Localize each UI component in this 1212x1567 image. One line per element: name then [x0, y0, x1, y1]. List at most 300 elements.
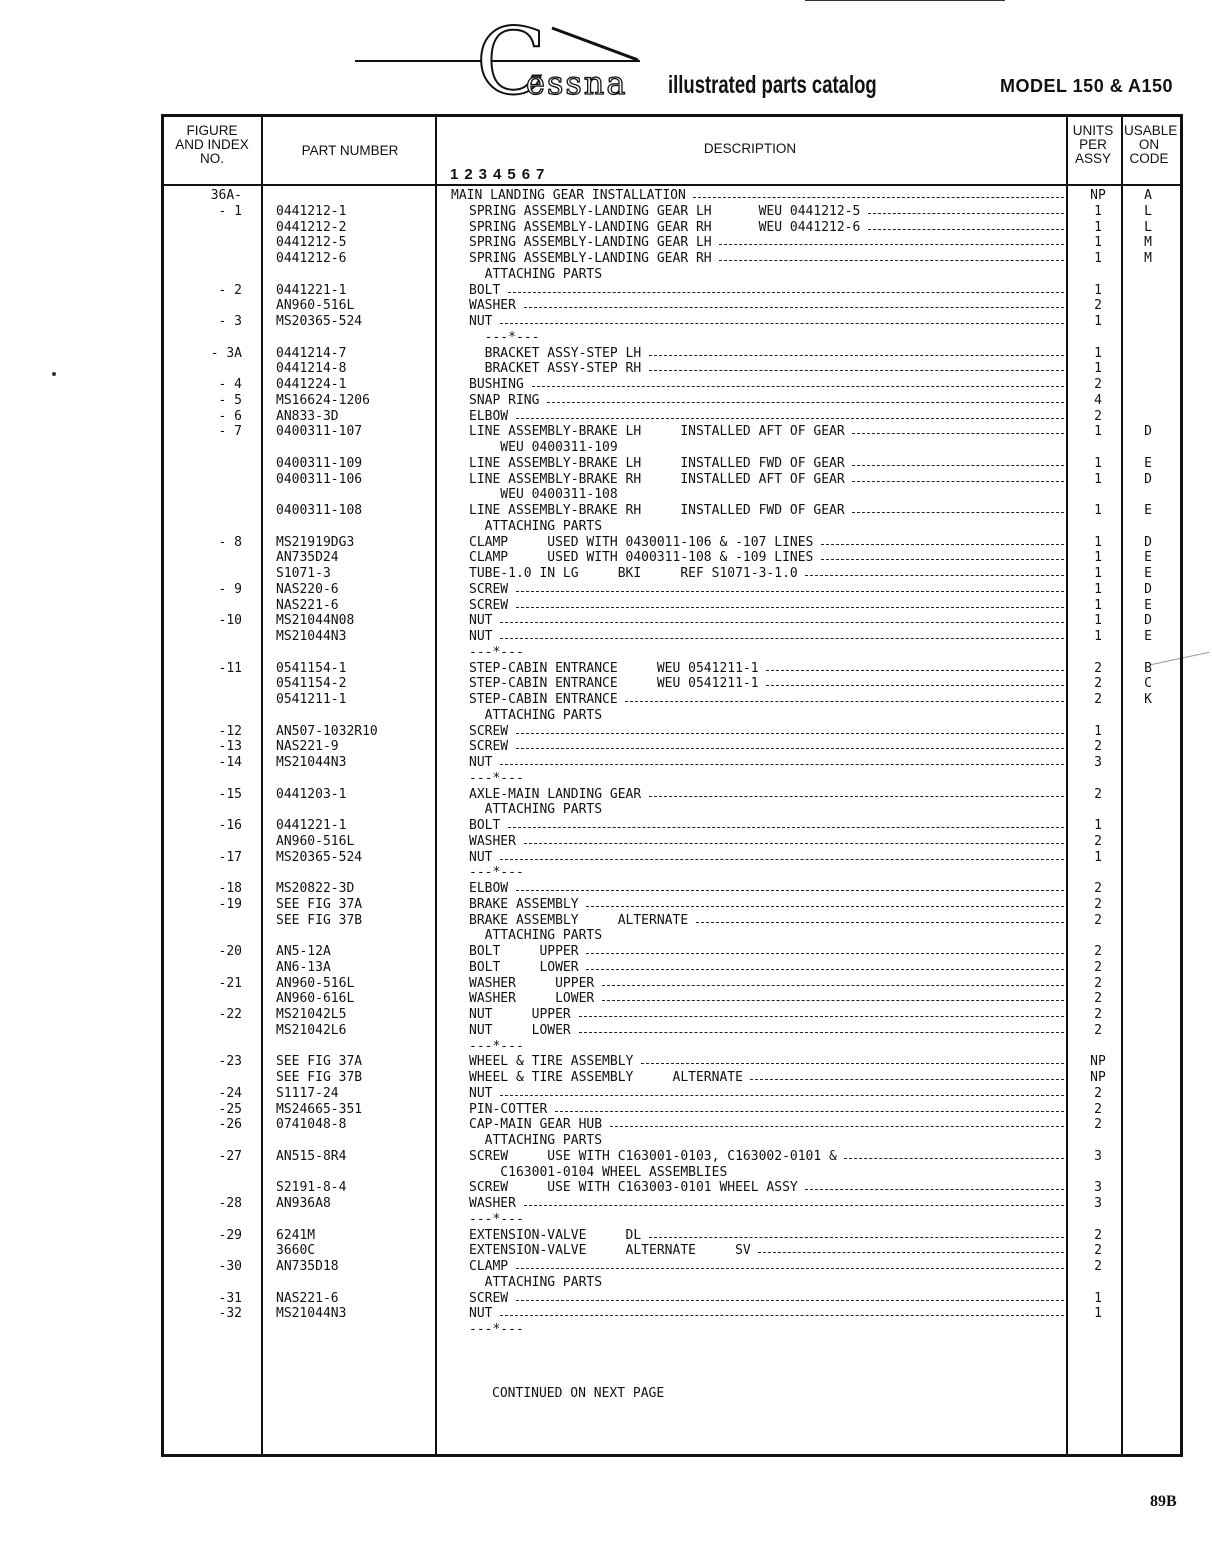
part-number: S1117-24	[276, 1086, 339, 1101]
part-number: AN5-12A	[276, 944, 331, 959]
leader-line	[516, 591, 1064, 593]
part-number: 3660C	[276, 1243, 316, 1258]
table-row	[0, 487, 1212, 503]
figure-index: -10	[218, 613, 242, 628]
description: SNAP RING	[469, 393, 540, 408]
description: WHEEL & TIRE ASSEMBLY	[469, 1054, 634, 1069]
table-row	[0, 976, 1212, 992]
part-number: SEE FIG 37B	[276, 1070, 363, 1085]
units-per-assy: 1	[1094, 535, 1102, 550]
table-row	[0, 424, 1212, 440]
units-per-assy: 1	[1094, 629, 1102, 644]
description: WASHER	[469, 834, 516, 849]
leader-line	[649, 1237, 1064, 1239]
figure-index: - 8	[218, 535, 242, 550]
figure-index: - 3	[218, 314, 242, 329]
units-per-assy: 2	[1094, 881, 1102, 896]
header-part-number: PART NUMBER	[301, 143, 399, 158]
description: WEU 0400311-109	[469, 440, 618, 455]
units-per-assy: 1	[1094, 613, 1102, 628]
part-number: MS21042L6	[276, 1023, 347, 1038]
description: BOLT LOWER	[469, 960, 579, 975]
figure-index: -30	[218, 1259, 242, 1274]
usable-on-code: D	[1144, 582, 1152, 597]
part-number: 0441221-1	[276, 818, 347, 833]
table-row	[0, 1212, 1212, 1228]
table-row	[0, 1149, 1212, 1165]
figure-index: -13	[218, 739, 242, 754]
description: SCREW	[469, 739, 509, 754]
description: ATTACHING PARTS	[469, 708, 603, 723]
figure-index: -24	[218, 1086, 242, 1101]
figure-index: -20	[218, 944, 242, 959]
description: CAP-MAIN GEAR HUB	[469, 1117, 603, 1132]
units-per-assy: 1	[1094, 314, 1102, 329]
part-number: 0400311-108	[276, 503, 363, 518]
part-number: AN515-8R4	[276, 1149, 347, 1164]
table-row	[0, 834, 1212, 850]
units-per-assy: 1	[1094, 850, 1102, 865]
table-row	[0, 1165, 1212, 1181]
description: ATTACHING PARTS	[469, 1133, 603, 1148]
table-row	[0, 629, 1212, 645]
continued-text: CONTINUED ON NEXT PAGE	[492, 1386, 665, 1401]
table-row	[0, 267, 1212, 283]
table-row	[0, 724, 1212, 740]
usable-on-code: D	[1144, 424, 1152, 439]
table-row	[0, 377, 1212, 393]
table-row	[0, 535, 1212, 551]
leader-line	[547, 402, 1064, 404]
leader-line	[852, 465, 1064, 467]
leader-line	[586, 906, 1064, 908]
part-number: 0441212-5	[276, 235, 347, 250]
units-per-assy: 1	[1094, 598, 1102, 613]
leader-line	[586, 969, 1064, 971]
figure-index: -26	[218, 1117, 242, 1132]
model-label: MODEL 150 & A150	[1000, 76, 1174, 96]
table-row	[0, 991, 1212, 1007]
leader-line	[579, 1016, 1064, 1018]
table-row	[0, 1023, 1212, 1039]
table-row	[0, 1228, 1212, 1244]
units-per-assy: 1	[1094, 456, 1102, 471]
table-row	[0, 676, 1212, 692]
leader-line	[610, 1126, 1064, 1128]
table-row	[0, 1039, 1212, 1055]
units-per-assy: 2	[1094, 834, 1102, 849]
units-per-assy: 1	[1094, 204, 1102, 219]
description: BOLT	[469, 283, 501, 298]
description: SCREW USE WITH C163003-0101 WHEEL ASSY	[469, 1180, 798, 1195]
leader-line	[500, 323, 1064, 325]
part-number: S1071-3	[276, 566, 331, 581]
part-number: 0741048-8	[276, 1117, 347, 1132]
table-row	[0, 661, 1212, 677]
leader-line	[500, 638, 1064, 640]
part-number: 0541211-1	[276, 692, 347, 707]
logo-wordmark: essna	[526, 64, 628, 102]
usable-on-code: L	[1144, 204, 1152, 219]
part-number: AN936A8	[276, 1196, 331, 1211]
units-per-assy: 1	[1094, 582, 1102, 597]
units-per-assy: 2	[1094, 1086, 1102, 1101]
description: SCREW	[469, 724, 509, 739]
description: WASHER	[469, 298, 516, 313]
figure-index: 36A-	[210, 188, 242, 203]
description: WASHER UPPER	[469, 976, 595, 991]
leader-line	[516, 733, 1064, 735]
description: PIN-COTTER	[469, 1102, 548, 1117]
description: EXTENSION-VALVE ALTERNATE SV	[469, 1243, 751, 1258]
part-number: 0441224-1	[276, 377, 347, 392]
leader-line	[641, 1063, 1064, 1065]
units-per-assy: 2	[1094, 1102, 1102, 1117]
table-row	[0, 582, 1212, 598]
part-number: MS21042L5	[276, 1007, 347, 1022]
part-number: 0441212-2	[276, 220, 347, 235]
description: BRACKET ASSY-STEP RH	[469, 361, 642, 376]
leader-line	[649, 796, 1064, 798]
part-number: SEE FIG 37A	[276, 897, 363, 912]
header-description: DESCRIPTION	[703, 141, 797, 156]
table-row	[0, 1196, 1212, 1212]
figure-index: - 9	[218, 582, 242, 597]
part-number: MS21044N3	[276, 629, 347, 644]
units-per-assy: 3	[1094, 1149, 1102, 1164]
header-usable: USABLE ON CODE	[1124, 123, 1178, 166]
description: NUT	[469, 314, 493, 329]
part-number: NAS221-6	[276, 598, 339, 613]
units-per-assy: 2	[1094, 913, 1102, 928]
units-per-assy: NP	[1090, 188, 1106, 203]
table-row	[0, 1322, 1212, 1338]
leader-line	[516, 748, 1064, 750]
leader-line	[852, 433, 1064, 435]
table-row	[0, 739, 1212, 755]
table-row	[0, 1054, 1212, 1070]
description: WHEEL & TIRE ASSEMBLY ALTERNATE	[469, 1070, 743, 1085]
figure-index: -14	[218, 755, 242, 770]
usable-on-code: M	[1144, 235, 1152, 250]
description: ATTACHING PARTS	[469, 802, 603, 817]
part-number: NAS221-9	[276, 739, 339, 754]
leader-line	[555, 1111, 1064, 1113]
leader-line	[649, 355, 1064, 357]
part-number: MS24665-351	[276, 1102, 363, 1117]
part-number: MS21044N3	[276, 1306, 347, 1321]
part-number: MS20822-3D	[276, 881, 355, 896]
part-number: MS16624-1206	[276, 393, 370, 408]
header-indent-digits: 1234567	[450, 166, 551, 183]
leader-line	[719, 260, 1064, 262]
leader-line	[805, 575, 1064, 577]
table-row	[0, 1070, 1212, 1086]
part-number: 0441203-1	[276, 787, 347, 802]
table-row	[0, 598, 1212, 614]
table-row	[0, 330, 1212, 346]
leader-line	[602, 985, 1064, 987]
table-row	[0, 393, 1212, 409]
description: SCREW	[469, 582, 509, 597]
part-number: 0441212-1	[276, 204, 347, 219]
units-per-assy: NP	[1090, 1054, 1106, 1069]
continued-note	[0, 1386, 1212, 1402]
description: ---*---	[469, 1039, 524, 1054]
units-per-assy: 1	[1094, 503, 1102, 518]
leader-line	[852, 512, 1064, 514]
leader-line	[524, 307, 1064, 309]
units-per-assy: 2	[1094, 1228, 1102, 1243]
table-row	[0, 897, 1212, 913]
description: SPRING ASSEMBLY-LANDING GEAR RH WEU 0441212-6	[469, 220, 861, 235]
part-number: 0541154-1	[276, 661, 347, 676]
part-number: AN960-516L	[276, 976, 355, 991]
part-number: AN960-616L	[276, 991, 355, 1006]
leader-line	[500, 764, 1064, 766]
leader-line	[719, 244, 1064, 246]
leader-line	[524, 843, 1064, 845]
description: WASHER LOWER	[469, 991, 595, 1006]
part-number: AN735D24	[276, 550, 339, 565]
description: CLAMP USED WITH 0400311-108 & -109 LINES	[469, 550, 814, 565]
leader-line	[516, 1268, 1064, 1270]
units-per-assy: 2	[1094, 976, 1102, 991]
figure-index: -22	[218, 1007, 242, 1022]
leader-line	[868, 229, 1065, 231]
description: LINE ASSEMBLY-BRAKE RH INSTALLED AFT OF GEAR	[469, 472, 845, 487]
description: ATTACHING PARTS	[469, 1275, 603, 1290]
leader-line	[524, 1205, 1064, 1207]
table-row	[0, 960, 1212, 976]
description: NUT	[469, 755, 493, 770]
description: ATTACHING PARTS	[469, 519, 603, 534]
units-per-assy: 1	[1094, 361, 1102, 376]
part-number: NAS220-6	[276, 582, 339, 597]
part-number: 6241M	[276, 1228, 316, 1243]
figure-index: -11	[218, 661, 242, 676]
leader-line	[516, 890, 1064, 892]
table-row	[0, 1086, 1212, 1102]
units-per-assy: 1	[1094, 424, 1102, 439]
leader-line	[508, 292, 1064, 294]
description: ATTACHING PARTS	[469, 267, 603, 282]
table-row	[0, 613, 1212, 629]
table-row	[0, 220, 1212, 236]
description: ---*---	[469, 865, 524, 880]
units-per-assy: 2	[1094, 787, 1102, 802]
figure-index: - 2	[218, 283, 242, 298]
units-per-assy: 2	[1094, 739, 1102, 754]
usable-on-code: A	[1144, 188, 1152, 203]
figure-index: -18	[218, 881, 242, 896]
figure-index: -31	[218, 1291, 242, 1306]
leader-line	[500, 1095, 1064, 1097]
part-number: MS21919DG3	[276, 535, 355, 550]
units-per-assy: 2	[1094, 991, 1102, 1006]
description: SPRING ASSEMBLY-LANDING GEAR RH	[469, 251, 712, 266]
description: ---*---	[469, 1322, 524, 1337]
table-row	[0, 1291, 1212, 1307]
part-number: 0400311-107	[276, 424, 363, 439]
part-number: 0400311-106	[276, 472, 363, 487]
units-per-assy: 1	[1094, 472, 1102, 487]
part-number: 0441214-8	[276, 361, 347, 376]
description: LINE ASSEMBLY-BRAKE LH INSTALLED FWD OF GEAR	[469, 456, 845, 471]
figure-index: -15	[218, 787, 242, 802]
figure-index: -28	[218, 1196, 242, 1211]
top-rule	[805, 0, 1005, 1]
description: BRAKE ASSEMBLY ALTERNATE	[469, 913, 689, 928]
units-per-assy: 1	[1094, 1306, 1102, 1321]
description: WEU 0400311-108	[469, 487, 618, 502]
table-row	[0, 314, 1212, 330]
table-row	[0, 645, 1212, 661]
description: TUBE-1.0 IN LG BKI REF S1071-3-1.0	[469, 566, 798, 581]
units-per-assy: 3	[1094, 1196, 1102, 1211]
usable-on-code: E	[1144, 629, 1152, 644]
figure-index: -17	[218, 850, 242, 865]
units-per-assy: 1	[1094, 1291, 1102, 1306]
usable-on-code: D	[1144, 472, 1152, 487]
units-per-assy: 1	[1094, 220, 1102, 235]
table-row	[0, 913, 1212, 929]
units-per-assy: 2	[1094, 1023, 1102, 1038]
leader-line	[500, 622, 1064, 624]
table-row	[0, 298, 1212, 314]
table-row	[0, 1102, 1212, 1118]
description: ATTACHING PARTS	[469, 928, 603, 943]
units-per-assy: NP	[1090, 1070, 1106, 1085]
usable-on-code: E	[1144, 566, 1152, 581]
table-row	[0, 1180, 1212, 1196]
units-per-assy: 2	[1094, 676, 1102, 691]
units-per-assy: 2	[1094, 960, 1102, 975]
catalog-title: illustrated parts catalog	[668, 71, 877, 99]
page-number: 89B	[1150, 1493, 1177, 1510]
units-per-assy: 2	[1094, 377, 1102, 392]
description: ELBOW	[469, 409, 509, 424]
table-row	[0, 818, 1212, 834]
table-row	[0, 771, 1212, 787]
leader-line	[821, 544, 1064, 546]
description: SPRING ASSEMBLY-LANDING GEAR LH	[469, 235, 712, 250]
part-number: AN960-516L	[276, 834, 355, 849]
part-number: 0400311-109	[276, 456, 363, 471]
usable-on-code: B	[1144, 661, 1152, 676]
table-row	[0, 361, 1212, 377]
table-row	[0, 944, 1212, 960]
figure-index: -32	[218, 1306, 242, 1321]
leader-line	[750, 1079, 1064, 1081]
leader-line	[844, 1158, 1064, 1160]
usable-on-code: E	[1144, 598, 1152, 613]
description: SPRING ASSEMBLY-LANDING GEAR LH WEU 0441212-5	[469, 204, 861, 219]
description: BRAKE ASSEMBLY	[469, 897, 579, 912]
table-row	[0, 251, 1212, 267]
part-number: 0441221-1	[276, 283, 347, 298]
description: NUT UPPER	[469, 1007, 571, 1022]
table-row	[0, 566, 1212, 582]
leader-line	[766, 685, 1064, 687]
units-per-assy: 2	[1094, 1243, 1102, 1258]
leader-line	[579, 1032, 1064, 1034]
usable-on-code: E	[1144, 503, 1152, 518]
description: STEP-CABIN ENTRANCE WEU 0541211-1	[469, 661, 759, 676]
description: SCREW	[469, 598, 509, 613]
part-number: AN735D18	[276, 1259, 339, 1274]
units-per-assy: 2	[1094, 409, 1102, 424]
table-row	[0, 188, 1212, 204]
leader-line	[532, 386, 1064, 388]
logo-initial: C	[476, 8, 547, 115]
table-row	[0, 1259, 1212, 1275]
table-row	[0, 1275, 1212, 1291]
figure-index: - 1	[218, 204, 242, 219]
table-row	[0, 550, 1212, 566]
leader-line	[758, 1252, 1064, 1254]
units-per-assy: 3	[1094, 755, 1102, 770]
description: ---*---	[469, 1212, 524, 1227]
units-per-assy: 1	[1094, 251, 1102, 266]
leader-line	[500, 859, 1064, 861]
part-number: AN6-13A	[276, 960, 331, 975]
part-number: NAS221-6	[276, 1291, 339, 1306]
units-per-assy: 2	[1094, 944, 1102, 959]
part-number: AN833-3D	[276, 409, 339, 424]
units-per-assy: 2	[1094, 1117, 1102, 1132]
description: NUT	[469, 629, 493, 644]
table-row	[0, 1306, 1212, 1322]
table-row	[0, 928, 1212, 944]
figure-index: -25	[218, 1102, 242, 1117]
description: NUT	[469, 850, 493, 865]
description: NUT	[469, 1086, 493, 1101]
units-per-assy: 1	[1094, 550, 1102, 565]
figure-index: -19	[218, 897, 242, 912]
units-per-assy: 3	[1094, 1180, 1102, 1195]
units-per-assy: 1	[1094, 283, 1102, 298]
description: NUT	[469, 613, 493, 628]
description: BUSHING	[469, 377, 524, 392]
description: AXLE-MAIN LANDING GEAR	[469, 787, 642, 802]
description: CLAMP	[469, 1259, 509, 1274]
header-units: UNITS PER ASSY	[1072, 123, 1114, 166]
description: BOLT	[469, 818, 501, 833]
description: SCREW	[469, 1291, 509, 1306]
part-number: MS20365-524	[276, 314, 363, 329]
usable-on-code: D	[1144, 535, 1152, 550]
description: ELBOW	[469, 881, 509, 896]
part-number: 0541154-2	[276, 676, 347, 691]
leader-line	[766, 670, 1064, 672]
units-per-assy: 4	[1094, 393, 1102, 408]
usable-on-code: C	[1144, 676, 1152, 691]
leader-line	[852, 481, 1064, 483]
leader-line	[696, 922, 1064, 924]
leader-line	[508, 827, 1064, 829]
usable-on-code: L	[1144, 220, 1152, 235]
table-row	[0, 235, 1212, 251]
usable-on-code: D	[1144, 613, 1152, 628]
figure-index: -29	[218, 1228, 242, 1243]
figure-index: - 3A	[210, 346, 242, 361]
table-row	[0, 440, 1212, 456]
table-row	[0, 456, 1212, 472]
table-row	[0, 204, 1212, 220]
description: ---*---	[469, 330, 540, 345]
description: ---*---	[469, 771, 524, 786]
